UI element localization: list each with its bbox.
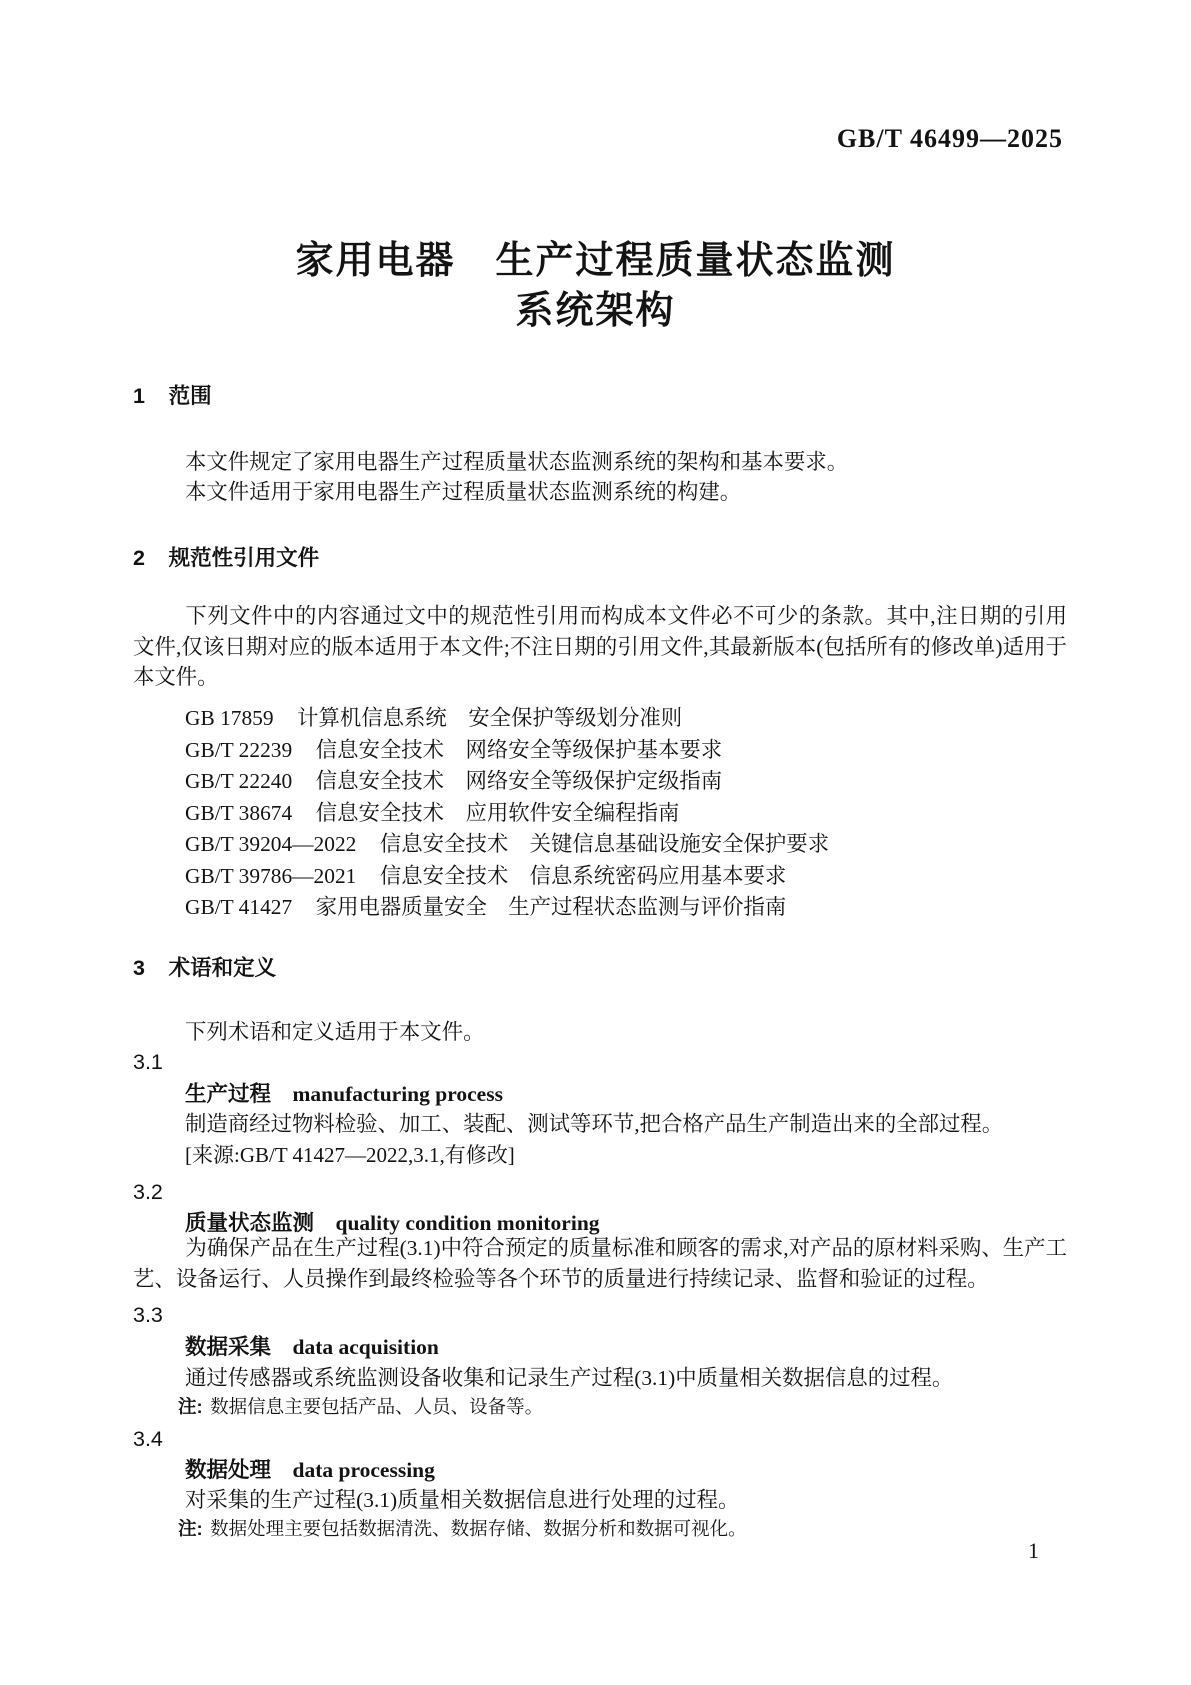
note-label: 注:	[178, 1396, 203, 1417]
normative-refs-list	[133, 701, 1067, 922]
term-en: data acquisition	[292, 1335, 439, 1359]
note-text: 数据处理主要包括数据清洗、数据存储、数据分析和数据可视化。	[210, 1520, 747, 1540]
term-note-3-3	[133, 1398, 1067, 1418]
section-1-heading	[133, 386, 212, 408]
reference-code: GB/T 22239	[185, 737, 293, 762]
section-number: 1	[133, 384, 145, 408]
term-zh: 数据采集	[185, 1335, 272, 1359]
normative-refs-intro: 下列文件中的内容通过文中的规范性引用而构成本文件必不可少的条款。其中,注日期的引用文件,仅该日期对应的版本适用于本文件;不注日期的引用文件,其最新版本(包括所有的修改单)适用于本文件。	[133, 604, 1067, 689]
clause-number-3-4: 3.4	[133, 1427, 163, 1451]
term-head-3-4	[185, 1460, 435, 1482]
section-title: 范围	[168, 384, 212, 408]
reference-item	[133, 701, 1067, 733]
reference-item	[133, 733, 1067, 765]
section-title: 术语和定义	[168, 956, 277, 980]
reference-code: GB 17859	[185, 706, 274, 730]
term-head-3-3	[185, 1337, 439, 1359]
reference-title: 信息安全技术 应用软件安全编程指南	[315, 800, 680, 825]
section-number: 3	[133, 956, 145, 980]
standard-code: GB/T 46499—2025	[836, 124, 1063, 153]
term-zh: 生产过程	[185, 1082, 272, 1106]
note-label: 注:	[178, 1518, 203, 1539]
reference-title: 信息安全技术 信息系统密码应用基本要求	[379, 863, 787, 888]
reference-item	[133, 827, 1067, 859]
document-title-line2: 系统架构	[515, 290, 676, 332]
term-head-3-1	[185, 1084, 503, 1106]
terms-intro: 下列术语和定义适用于本文件。	[185, 1020, 485, 1044]
reference-item	[133, 796, 1067, 828]
term-zh: 数据处理	[185, 1458, 272, 1482]
term-en: manufacturing process	[292, 1082, 503, 1106]
reference-code: GB/T 39204—2022	[185, 832, 357, 856]
term-head-3-2	[185, 1213, 600, 1235]
section-number: 2	[133, 546, 145, 570]
term-definition-3-3: 通过传感器或系统监测设备收集和记录生产过程(3.1)中质量相关数据信息的过程。	[185, 1366, 954, 1390]
reference-title: 家用电器质量安全 生产过程状态监测与评价指南	[315, 895, 787, 919]
clause-number-3-1: 3.1	[133, 1050, 163, 1074]
section-2-heading	[133, 548, 319, 570]
note-text: 数据信息主要包括产品、人员、设备等。	[210, 1398, 544, 1418]
reference-item	[133, 764, 1067, 796]
clause-number-3-3: 3.3	[133, 1303, 163, 1327]
term-en: quality condition monitoring	[335, 1211, 600, 1235]
term-definition-3-2: 为确保产品在生产过程(3.1)中符合预定的质量标准和顾客的需求,对产品的原材料采购、生产工艺、设备运行、人员操作到最终检验等各个环节的质量进行持续记录、监督和验证的过程。	[133, 1236, 1067, 1291]
term-definition-3-4: 对采集的生产过程(3.1)质量相关数据信息进行处理的过程。	[185, 1488, 740, 1512]
scope-paragraph-2: 本文件适用于家用电器生产过程质量状态监测系统的构建。	[185, 480, 742, 504]
term-source-3-1: [来源:GB/T 41427—2022,3.1,有修改]	[185, 1143, 515, 1167]
reference-code: GB/T 22240	[185, 769, 293, 793]
section-title: 规范性引用文件	[168, 546, 320, 570]
reference-title: 计算机信息系统 安全保护等级划分准则	[297, 706, 683, 730]
reference-code: GB/T 39786—2021	[185, 863, 357, 888]
page-number: 1	[1028, 1538, 1039, 1563]
scope-paragraph-1: 本文件规定了家用电器生产过程质量状态监测系统的架构和基本要求。	[185, 450, 849, 474]
term-en: data processing	[292, 1458, 435, 1482]
reference-code: GB/T 41427	[185, 895, 293, 919]
clause-number-3-2: 3.2	[133, 1180, 163, 1204]
term-note-3-4	[133, 1520, 1067, 1540]
term-zh: 质量状态监测	[185, 1211, 315, 1235]
reference-title: 信息安全技术 关键信息基础设施安全保护要求	[379, 832, 830, 856]
term-definition-3-1: 制造商经过物料检验、加工、装配、测试等环节,把合格产品生产制造出来的全部过程。	[185, 1112, 1004, 1136]
reference-title: 信息安全技术 网络安全等级保护定级指南	[315, 769, 723, 793]
reference-item	[133, 890, 1067, 922]
section-3-heading	[133, 958, 276, 980]
reference-item	[133, 859, 1067, 891]
reference-title: 信息安全技术 网络安全等级保护基本要求	[315, 737, 723, 762]
document-title-line1: 家用电器 生产过程质量状态监测	[295, 240, 896, 282]
reference-code: GB/T 38674	[185, 800, 293, 825]
